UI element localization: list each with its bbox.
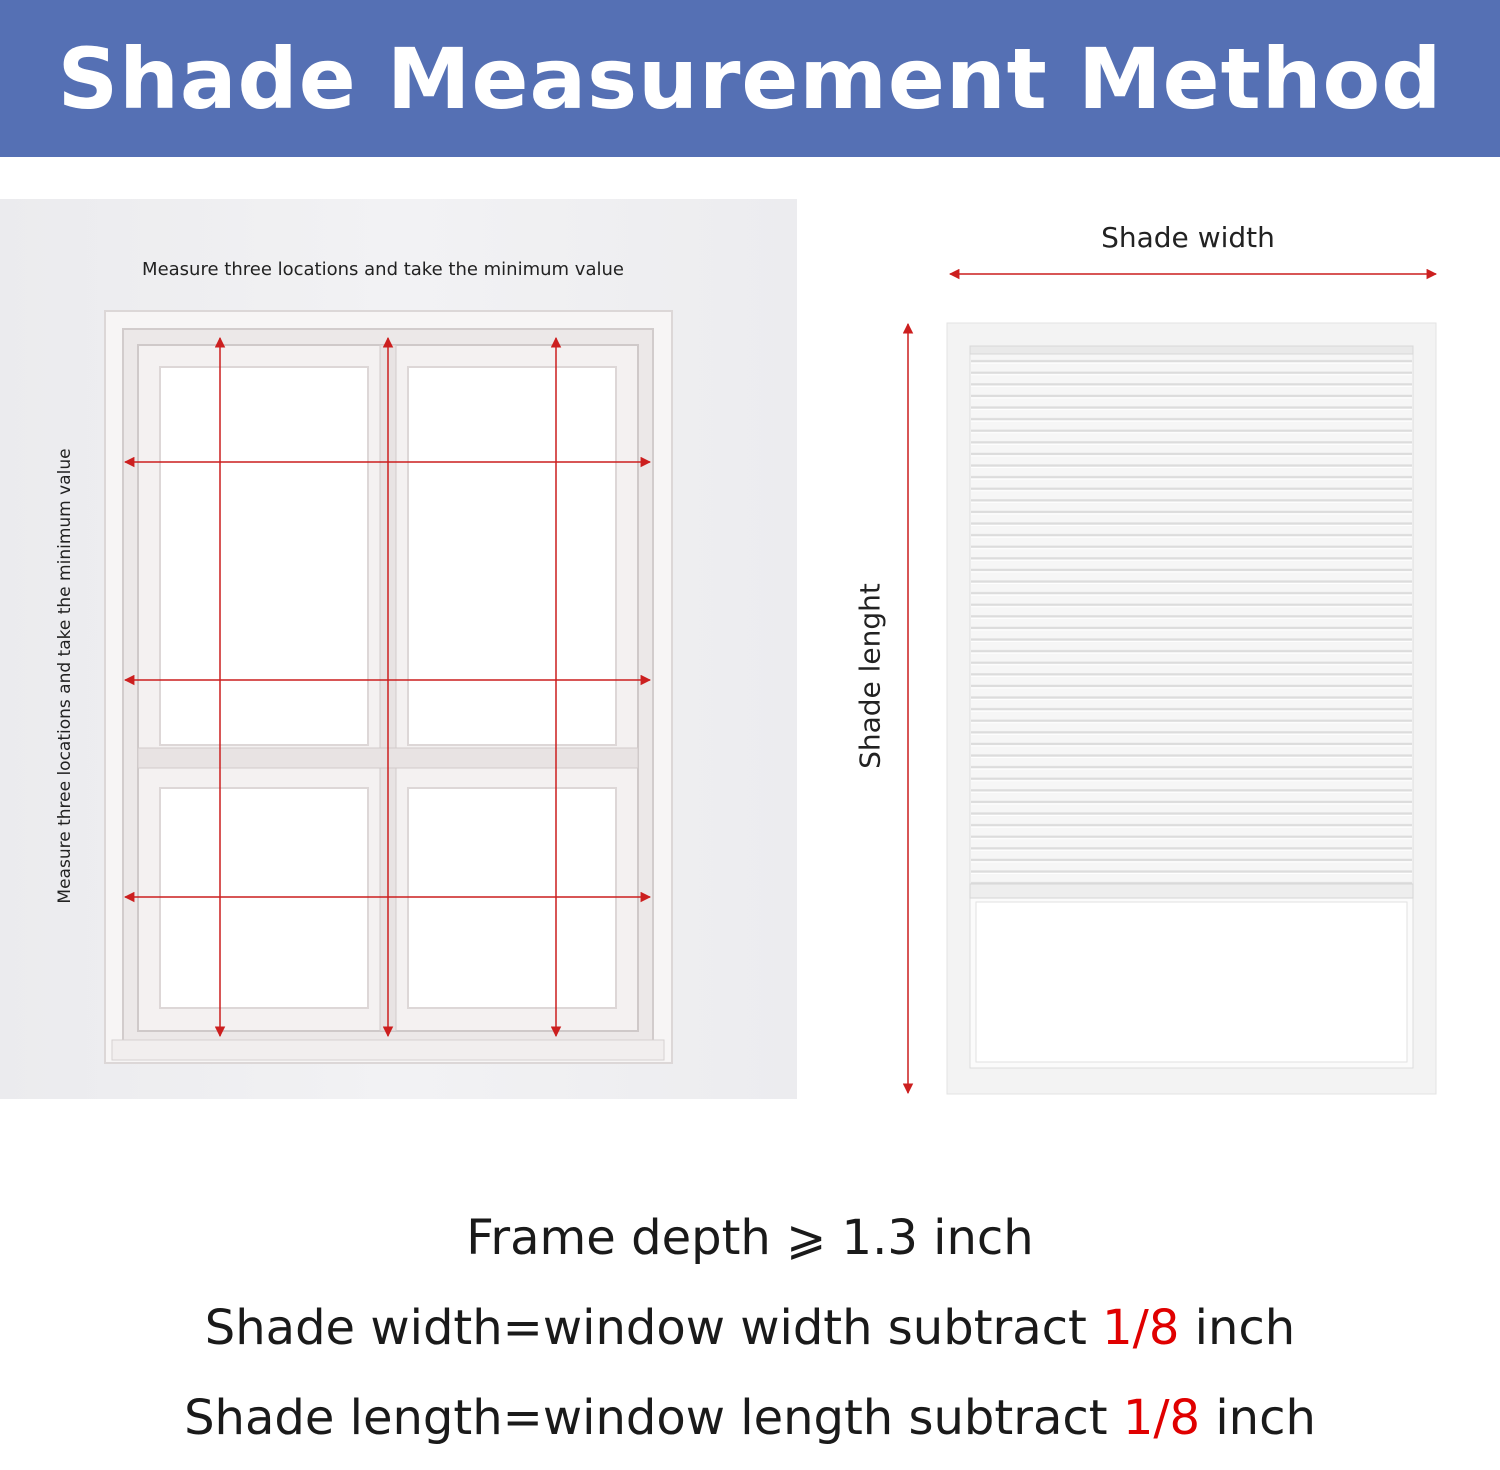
shade-length-note-unit: inch bbox=[1200, 1390, 1316, 1446]
measurement-notes bbox=[0, 1200, 1500, 1470]
shade-length-note-text: Shade length=window length subtract bbox=[184, 1390, 1123, 1446]
shade-length-label: Shade lenght bbox=[853, 583, 887, 769]
shade-width-note bbox=[0, 1290, 1500, 1380]
frame-depth-note: Frame depth ⩾ 1.3 inch bbox=[466, 1210, 1034, 1266]
shade-bottom-rail bbox=[970, 884, 1413, 898]
shade-width-note-unit: inch bbox=[1179, 1300, 1296, 1356]
page-title: Shade Measurement Method bbox=[57, 29, 1443, 128]
shade-width-deduction: 1/8 bbox=[1102, 1300, 1180, 1356]
window-top-label: Measure three locations and take the minimum value bbox=[142, 259, 624, 280]
pleated-shade-fabric bbox=[971, 352, 1412, 884]
shade-head-rail bbox=[970, 346, 1413, 354]
shade-length-note bbox=[0, 1380, 1500, 1470]
shade-exposed-glass bbox=[976, 902, 1407, 1062]
shade-length-deduction: 1/8 bbox=[1122, 1390, 1201, 1446]
window-side-label: Measure three locations and take the minimum value bbox=[55, 448, 75, 904]
shade-width-label: Shade width bbox=[1101, 221, 1275, 254]
shade-width-note-text: Shade width=window width subtract bbox=[204, 1300, 1103, 1356]
